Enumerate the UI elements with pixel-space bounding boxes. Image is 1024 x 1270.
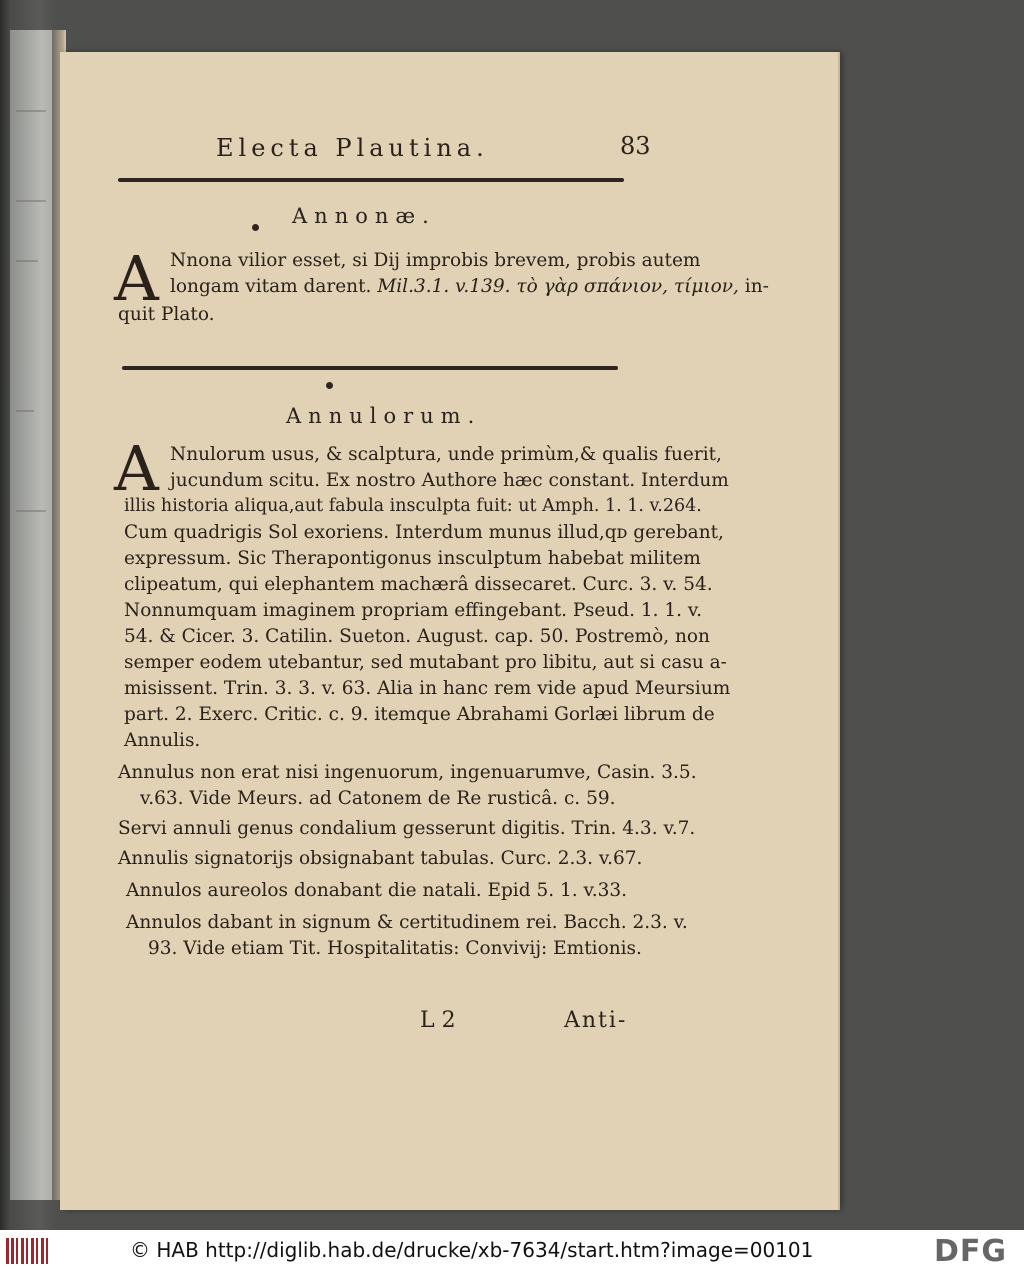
text-line: Nnona vilior esset, si Dij improbis brevem, probis autem (170, 250, 701, 271)
section-title-annulorum: Annulorum. (286, 404, 482, 428)
greek-quote: τὸ γὰρ σπάνιον, τίμιον, (516, 276, 739, 297)
drop-cap-a: A (114, 242, 159, 315)
entry-line: Annulus non erat nisi ingenuorum, ingenuarumve, Casin. 3.5. (118, 762, 697, 783)
text-line: illis historia aliqua,aut fabula insculpta fuit: ut Amph. 1. 1. v.264. (124, 496, 702, 516)
text-line: Nonnumquam imaginem propriam effingebant. Pseud. 1. 1. v. (124, 600, 703, 621)
entry-line: Servi annuli genus condalium gesserunt digitis. Trin. 4.3. v.7. (118, 818, 696, 839)
running-head: Electa Plautina. (216, 134, 489, 162)
section-rule (122, 366, 618, 370)
entry-line: 93. Vide etiam Tit. Hospitalitatis: Convivij: Emtionis. (148, 938, 642, 959)
entry-line: Annulis signatorijs obsignabant tabulas. Curc. 2.3. v.67. (118, 848, 643, 869)
copyright-url[interactable]: © HAB http://diglib.hab.de/drucke/xb-7634/start.htm?image=00101 (130, 1238, 814, 1262)
text-line: longam vitam darent. Mil.3.1. v.139. τὸ γὰρ σπάνιον, τίμιον, in- (170, 276, 769, 297)
header-rule (118, 178, 624, 182)
text-line: quit Plato. (118, 304, 215, 325)
hab-barcode-logo-icon (6, 1238, 48, 1264)
text-line: 54. & Cicer. 3. Catilin. Sueton. August. cap. 50. Postremò, non (124, 626, 710, 647)
ornament-bullet (252, 224, 259, 231)
text-line: misissent. Trin. 3. 3. v. 63. Alia in hanc rem vide apud Meursium (124, 678, 731, 699)
text-line: Cum quadrigis Sol exoriens. Interdum munus illud,qᴅ gerebant, (124, 522, 724, 543)
entry-line: Annulos aureolos donabant die natali. Epid 5. 1. v.33. (126, 880, 628, 901)
text-line: clipeatum, qui elephantem machærâ dissecaret. Curc. 3. v. 54. (124, 574, 713, 595)
text-line: Nnulorum usus, & scalptura, unde primùm,& qualis fuerit, (170, 444, 722, 465)
entry-line: Annulos dabant in signum & certitudinem rei. Bacch. 2.3. v. (126, 912, 688, 933)
dfg-logo: DFG (934, 1234, 1008, 1269)
text-line: expressum. Sic Therapontigonus insculptum habebat militem (124, 548, 701, 569)
text-line: part. 2. Exerc. Critic. c. 9. itemque Abrahami Gorlæi librum de (124, 704, 715, 725)
book-page (60, 52, 838, 1210)
drop-cap-a: A (114, 432, 159, 505)
catchword: Anti- (564, 1008, 628, 1033)
ornament-bullet (326, 382, 333, 389)
previous-page-edge (10, 30, 56, 1200)
text-line: Annulis. (124, 730, 201, 751)
signature-mark: L 2 (420, 1008, 456, 1033)
citation: Mil.3.1. v.139. (377, 276, 511, 297)
footer-bar (0, 1230, 1024, 1270)
text-line: jucundum scitu. Ex nostro Authore hæc constant. Interdum (170, 470, 729, 491)
entry-line: v.63. Vide Meurs. ad Catonem de Re rusticâ. c. 59. (140, 788, 616, 809)
page-number: 83 (620, 132, 651, 160)
text-line: semper eodem utebantur, sed mutabant pro libitu, aut si casu a- (124, 652, 727, 673)
section-title-annonae: Annonæ. (292, 204, 436, 228)
